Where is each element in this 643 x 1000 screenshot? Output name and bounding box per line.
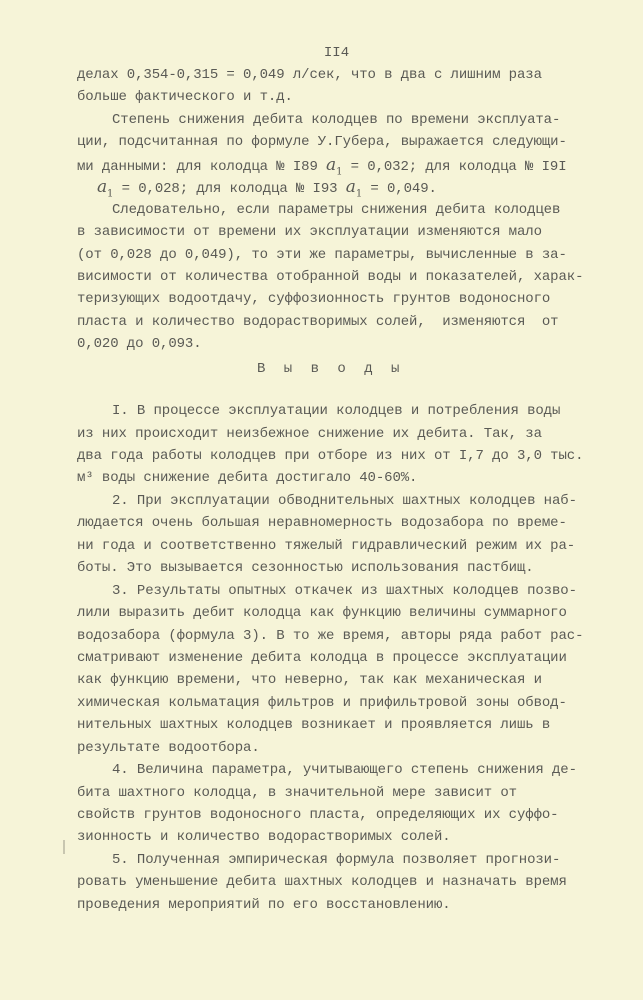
text-line: 2. При эксплуатации обводнительных шахтных колодцев наб-: [112, 492, 577, 509]
text-line: химическая кольматация фильтров и прифильтровой зоны обвод-: [77, 694, 567, 711]
section-heading-conclusions: В ы в о д ы: [257, 360, 405, 377]
text-line: пласта и количество водорастворимых солей, изменяются от: [77, 313, 559, 330]
text-line: боты. Это вызывается сезонностью использования пастбищ.: [77, 560, 534, 577]
text-line: висимости от количества отобранной воды и показателей, харак-: [77, 268, 584, 285]
coefficient-symbol: $a_1$: [345, 177, 363, 200]
text-section-conclusions: [77, 400, 637, 916]
page-number: II4: [323, 45, 350, 61]
text-line: бита шахтного колодца, в значительной мере зависит от: [77, 784, 517, 801]
text-line: 4. Величина параметра, учитывающего степень снижения де-: [112, 762, 577, 779]
text-line: два года работы колодцев при отборе из них от I,7 до 3,0 тыс.: [77, 448, 584, 464]
text-line: как функцию времени, что неверно, так как механическая и: [77, 672, 542, 689]
text-line: м³ воды снижение дебита достигало 40-60%.: [77, 470, 418, 487]
text-line: сматривают изменение дебита колодца в процессе эксплуатации: [77, 649, 567, 666]
text-line: $a_1 = 0,028$; для колодца № I93 $a_1 = 0,049$.: [97, 177, 437, 200]
text-line: 5. Полученная эмпирическая формула позволяет прогнози-: [112, 851, 561, 868]
text-line: ни года и соответственно тяжелый гидравлический режим их ра-: [77, 537, 576, 554]
text-line: людается очень большая неравномерность водозабора по време-: [77, 515, 567, 532]
margin-mark: [63, 840, 65, 854]
text-line: Степень снижения дебита колодцев по времени эксплуата-: [112, 111, 561, 128]
text-line: нительных шахтных колодцев возникает и проявляется лишь в: [77, 717, 551, 734]
text-line: из них происходит неизбежное снижение их дебита. Так, за: [77, 425, 542, 442]
text-line: теризующих водоотдачу, суффозионность грунтов водоносного: [77, 291, 551, 308]
text-line: зионность и количество водорастворимых солей.: [77, 829, 451, 846]
text-line: I. В процессе эксплуатации колодцев и потребления воды: [112, 403, 561, 420]
text-line: лили выразить дебит колодца как функцию величины суммарного: [77, 605, 567, 622]
coefficient-symbol: $a_1$: [326, 154, 343, 178]
text-line: результате водоотбора.: [77, 739, 260, 756]
text-line: (от 0,028 до 0,049), то эти же параметры, вычисленные в за-: [77, 246, 567, 263]
text-line: Следовательно, если параметры снижения дебита колодцев: [112, 201, 561, 218]
text-line: ми данными: для колодца № I89 $a_1 = 0,032$; для колодца № I9I: [77, 154, 567, 178]
text-line: проведения мероприятий по его восстановлению.: [77, 896, 451, 913]
text-line: делах 0,354-0,315 = 0,049 л/сек, что в два с лишним раза: [77, 67, 542, 83]
text-line: водозабора (формула 3). В то же время, авторы ряда работ рас-: [77, 627, 584, 644]
text-line: больше фактического и т.д.: [77, 89, 293, 106]
text-line: ровать уменьшение дебита шахтных колодцев и назначать время: [77, 874, 567, 891]
text-line: ции, подсчитанная по формуле У.Губера, выражается следующи-: [77, 134, 567, 151]
text-section-discussion: [77, 64, 637, 356]
text-line: 0,020 до 0,093.: [77, 336, 202, 353]
text-line: 3. Результаты опытных откачек из шахтных колодцев позво-: [112, 582, 577, 599]
text-line: в зависимости от времени их эксплуатации изменяются мало: [77, 224, 542, 241]
coefficient-symbol: $a_1$: [97, 177, 114, 200]
text-line: свойств грунтов водоносного пласта, определяющих их суффо-: [77, 807, 559, 823]
document-body: [77, 64, 637, 916]
